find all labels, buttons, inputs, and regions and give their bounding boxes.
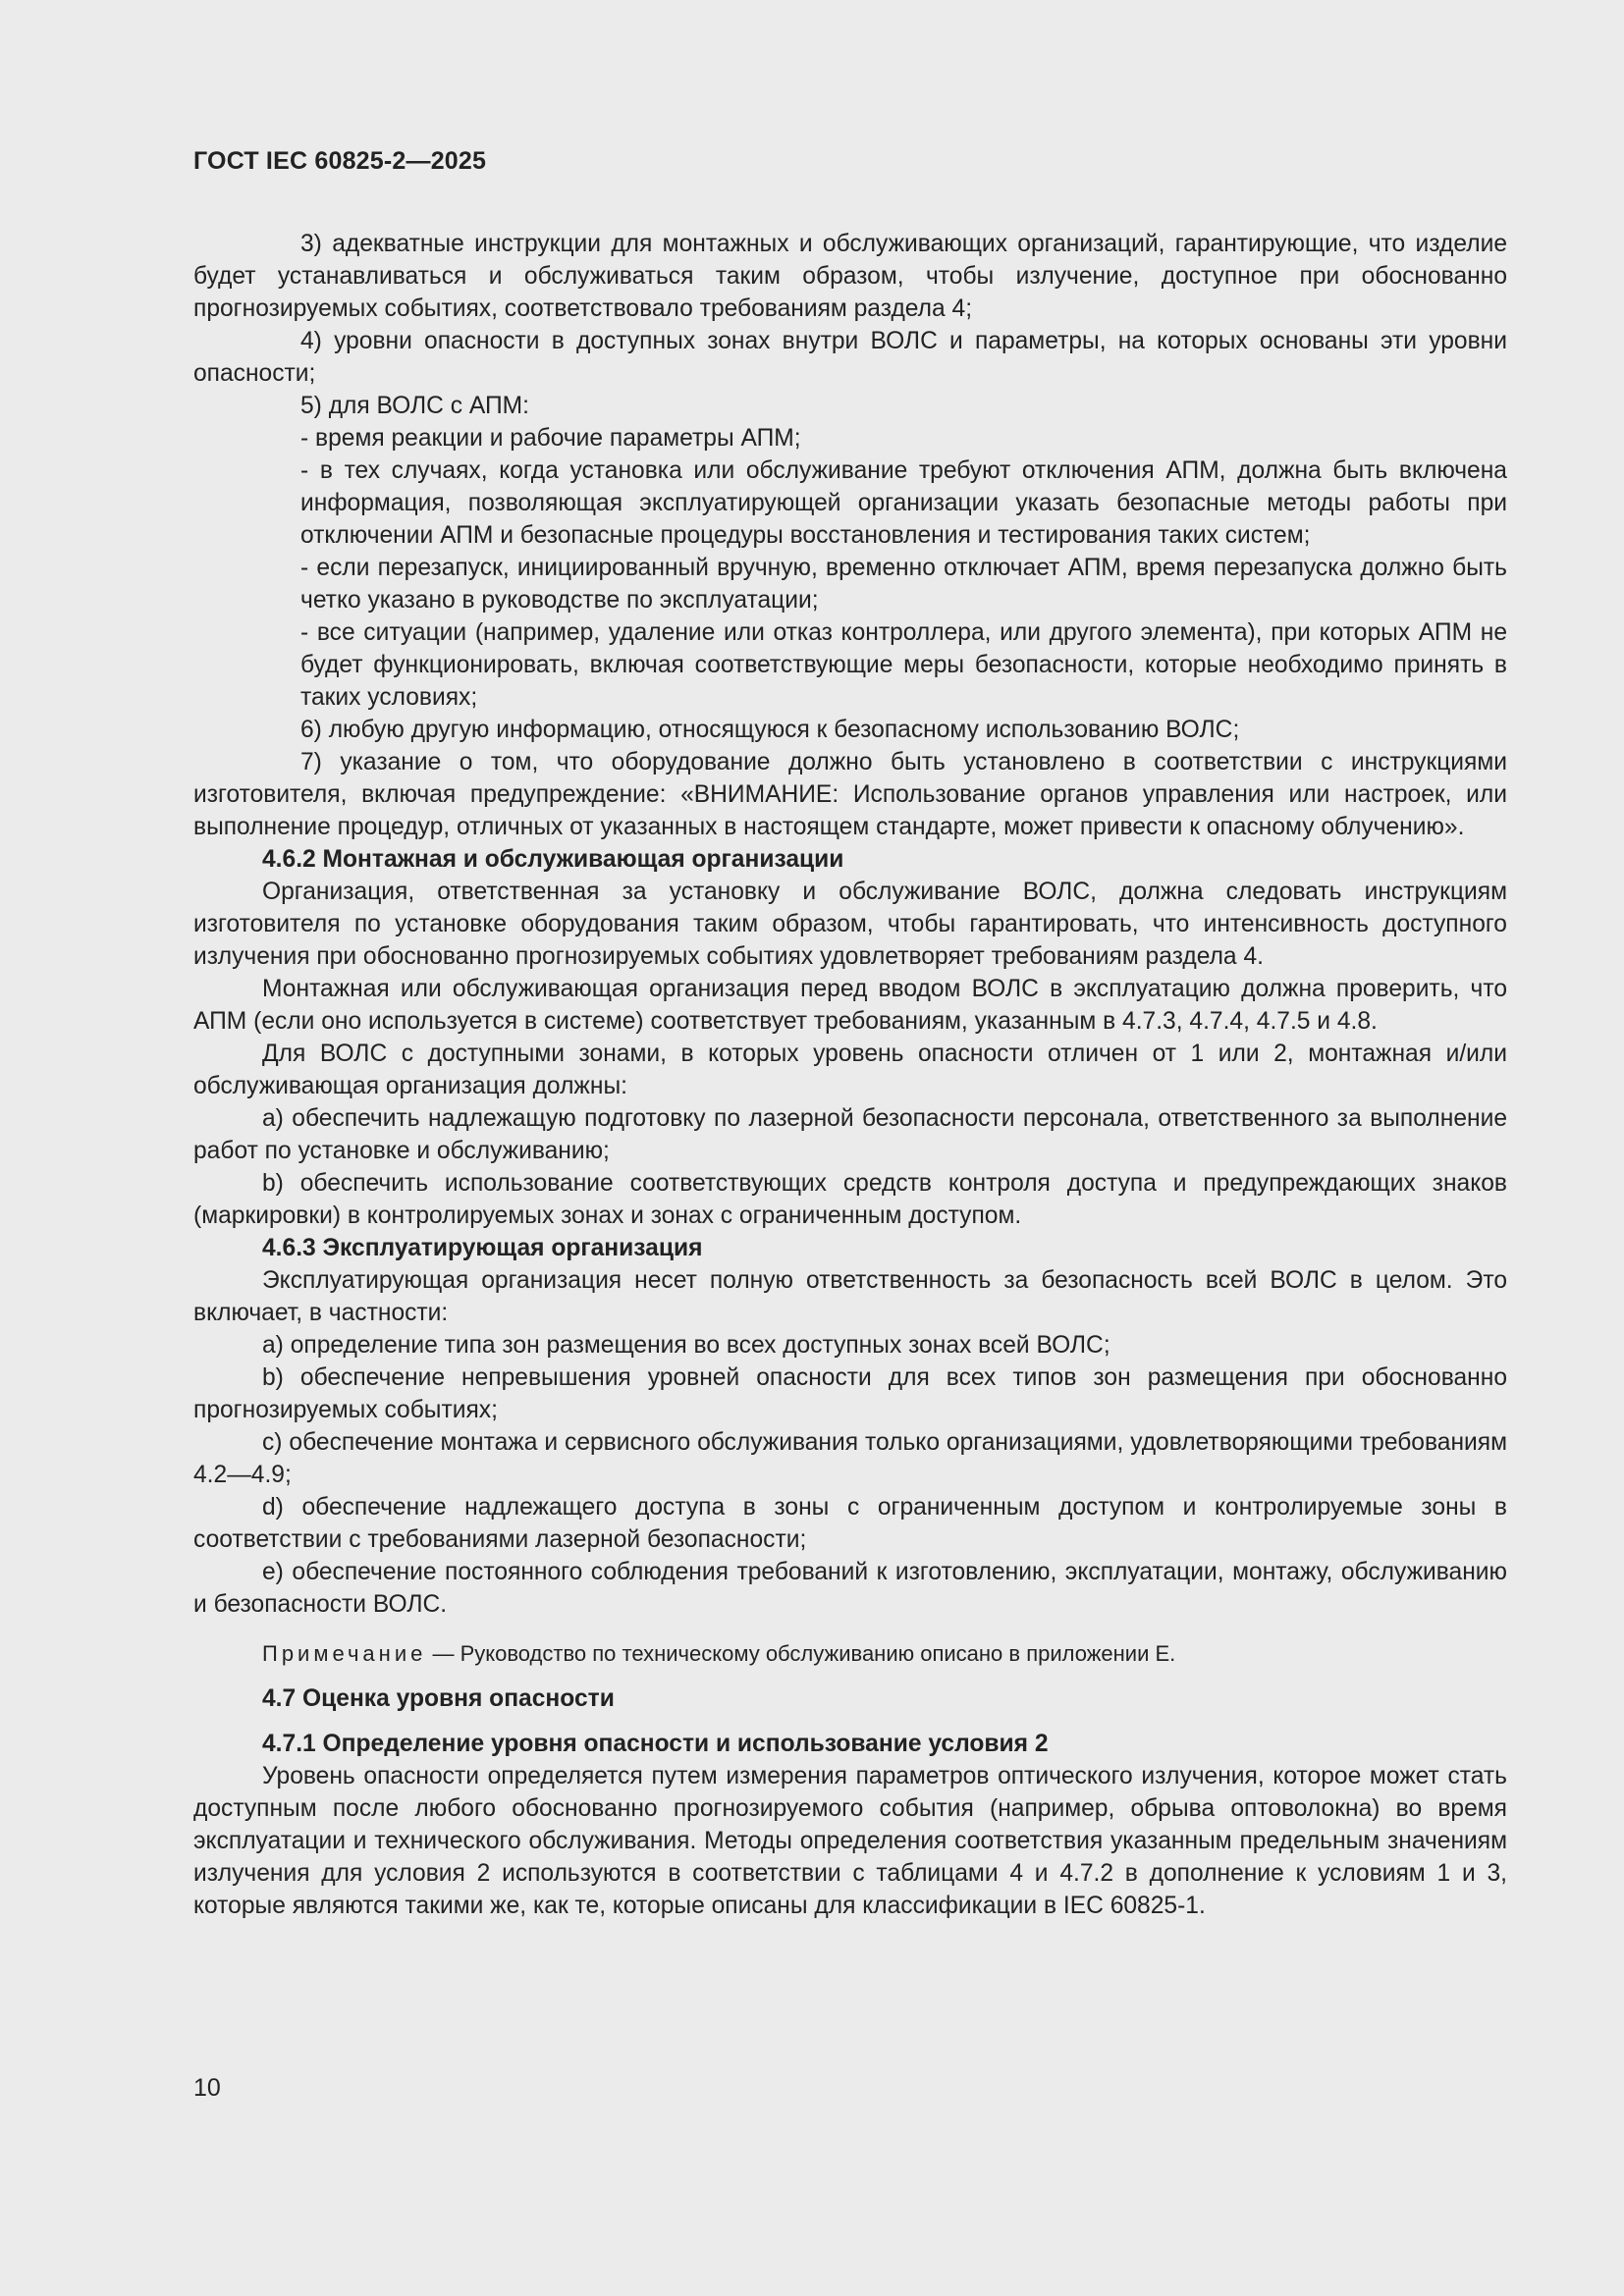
section-heading-4-6-3: 4.6.3 Эксплуатирующая организация — [262, 1235, 703, 1261]
section-heading-4-7: 4.7 Оценка уровня опасности — [262, 1685, 615, 1712]
list-item-5: 5) для ВОЛС с АПМ: — [300, 393, 529, 419]
note-text: — Руководство по техническому обслуживанию описано в приложении Е. — [432, 1641, 1176, 1666]
document-body — [193, 228, 1507, 1922]
note-label: Примечание — [262, 1641, 427, 1666]
list-item-e: e) обеспечение постоянного соблюдения требований к изготовлению, эксплуатации, монтажу, обслуживанию и безопасности ВОЛС. — [193, 1559, 1507, 1618]
list-item-a: a) обеспечить надлежащую подготовку по лазерной безопасности персонала, ответственного за выполнение работ по установке и обслуживанию; — [193, 1105, 1507, 1164]
note — [193, 1637, 1507, 1670]
paragraph: Уровень опасности определяется путем измерения параметров оптического излучения, которое может стать доступным после любого обоснованно прогнозируемого события (например, обрыва оптоволокна) во время эксплуатации и технического обслуживания. Методы определения соответствия указанным предельным значениям излучения для условия 2 используются в соответствии с таблицами 4 и 4.7.2 в дополнение к условиям 1 и 3, которые являются такими же, как те, которые описаны для классификации в IEC 60825-1. — [193, 1763, 1507, 1919]
dash-item: - все ситуации (например, удаление или отказ контроллера, или другого элемента), при которых АПМ не будет функционировать, включая соответствующие меры безопасности, которые необходимо принять в таких условиях; — [300, 619, 1507, 711]
paragraph: Монтажная или обслуживающая организация перед вводом ВОЛС в эксплуатацию должна проверить, что АПМ (если оно используется в системе) соответствует требованиям, указанным в 4.7.3, 4.7.4, 4.7.5 и 4.8. — [193, 976, 1507, 1035]
dash-item: - в тех случаях, когда установка или обслуживание требуют отключения АПМ, должна быть включена информация, позволяющая эксплуатирующей организации указать безопасные методы работы при отключении АПМ и безопасные процедуры восстановления и тестирования таких систем; — [300, 457, 1507, 549]
page-number: 10 — [193, 2074, 221, 2102]
list-item-d: d) обеспечение надлежащего доступа в зоны с ограниченным доступом и контролируемые зоны в соответствии с требованиями лазерной безопасности; — [193, 1494, 1507, 1553]
list-item-6: 6) любую другую информацию, относящуюся к безопасному использованию ВОЛС; — [300, 717, 1240, 743]
list-item-7: 7) указание о том, что оборудование должно быть установлено в соответствии с инструкциями изготовителя, включая предупреждение: «ВНИМАНИЕ: Использование органов управления или настроек, или выполнение процедур, отличных от указанных в настоящем стандарте, может привести к опасному облучению». — [193, 749, 1507, 840]
section-heading-4-7-1: 4.7.1 Определение уровня опасности и использование условия 2 — [262, 1731, 1049, 1757]
list-item-b: b) обеспечение непревышения уровней опасности для всех типов зон размещения при обоснованно прогнозируемых событиях; — [193, 1364, 1507, 1423]
list-item-3: 3) адекватные инструкции для монтажных и обслуживающих организаций, гарантирующие, что изделие будет устанавливаться и обслуживаться таким образом, чтобы излучение, доступное при обоснованно прогнозируемых событиях, соответствовало требованиям раздела 4; — [193, 231, 1507, 322]
list-item-a: a) определение типа зон размещения во всех доступных зонах всей ВОЛС; — [262, 1332, 1110, 1359]
list-item-c: c) обеспечение монтажа и сервисного обслуживания только организациями, удовлетворяющими требованиям 4.2—4.9; — [193, 1429, 1507, 1488]
paragraph: Организация, ответственная за установку и обслуживание ВОЛС, должна следовать инструкциям изготовителя по установке оборудования таким образом, чтобы гарантировать, что интенсивность доступного излучения при обоснованно прогнозируемых событиях удовлетворяет требованиям раздела 4. — [193, 879, 1507, 970]
list-item-4: 4) уровни опасности в доступных зонах внутри ВОЛС и параметры, на которых основаны эти уровни опасности; — [193, 328, 1507, 387]
document-header: ГОСТ IEC 60825-2—2025 — [193, 147, 487, 175]
dash-item: - если перезапуск, инициированный вручную, временно отключает АПМ, время перезапуска должно быть четко указано в руководстве по эксплуатации; — [300, 555, 1507, 614]
paragraph: Эксплуатирующая организация несет полную ответственность за безопасность всей ВОЛС в целом. Это включает, в частности: — [193, 1267, 1507, 1326]
section-heading-4-6-2: 4.6.2 Монтажная и обслуживающая организации — [262, 846, 844, 873]
dash-item: - время реакции и рабочие параметры АПМ; — [300, 425, 801, 452]
paragraph: Для ВОЛС с доступными зонами, в которых уровень опасности отличен от 1 или 2, монтажная и/или обслуживающая организация должны: — [193, 1041, 1507, 1099]
list-item-b: b) обеспечить использование соответствующих средств контроля доступа и предупреждающих знаков (маркировки) в контролируемых зонах и зонах с ограниченным доступом. — [193, 1170, 1507, 1229]
